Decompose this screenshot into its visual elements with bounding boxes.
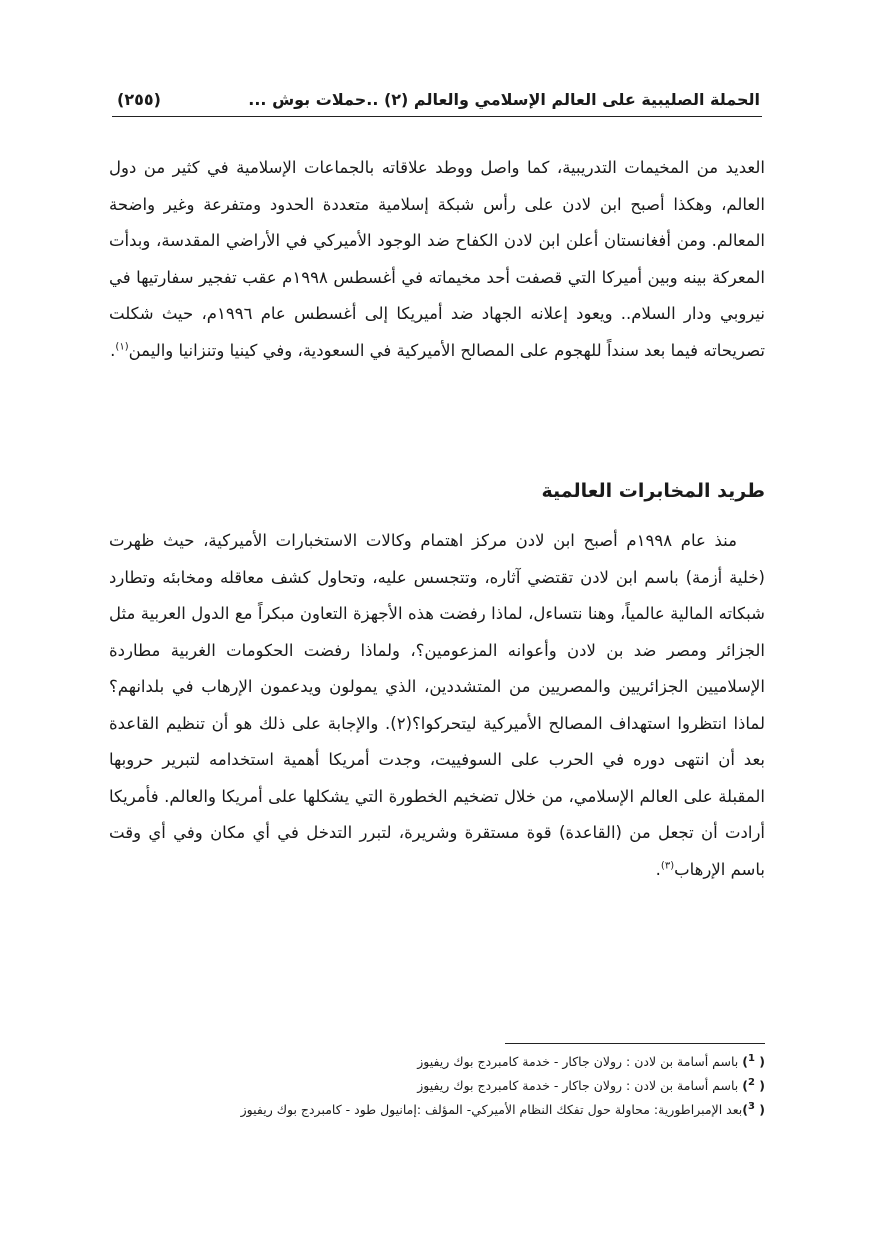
paragraph-2-text: منذ عام ١٩٩٨م أصبح ابن لادن مركز اهتمام وكالات الاستخبارات الأميركية، حيث ظهرت (خلية أزمة) باسم ابن لادن تقتضي آثاره، وتتجسس عليه، وتحاول كشف معاقله ومخابئه وتطارد شبكاته المالية عالمياً، وهنا نتساءل، لماذا رفضت هذه الأجهزة التعاون مبكراً مع الدول العربية مثل الجزائر ومصر ضد بن لادن وأعوانه المزعومين؟، ولماذا رفضت الحكومات الغربية مطاردة الإسلاميين الجزائريين والمصريين من المتشددين، الذي يمولون ويدعمون الإرهاب في بلدانهم؟ لماذا انتظروا استهداف المصالح الأميركية ليتحركوا؟(٢). والإجابة على ذلك هو أن تنظيم القاعدة بعد أن انتهى دوره في الحرب على السوفييت، وجدت أمريكا أهمية استخدامه لتبرير حروبها المقبلة على العالم الإسلامي، من خلال تضخيم الخطورة التي يشكلها على أمريكا والعالم. فأمريكا أرادت أن تجعل من (القاعدة) قوة مستقرة وشريرة، لتبرر التدخل في أي مكان وفي أي وقت باسم الإرهاب (109, 531, 765, 879)
footnote-1-number: 1 (747, 1052, 755, 1064)
paragraph-2-ending: . (655, 859, 661, 879)
running-header-title: الحملة الصليبية على العالم الإسلامي والعالم (٢) ..حملات بوش ... (248, 90, 760, 109)
paragraph-1-ending: . (110, 340, 116, 360)
footnote-1-mark-open: ( (754, 1054, 765, 1069)
paragraph-2 (109, 523, 765, 888)
footnote-3-text: بعد الإمبراطورية: محاولة حول تفكك النظام الأميركي- المؤلف :إمانيول طود - كامبردج بوك ريفيوز (240, 1102, 743, 1117)
footnote-3-number: 3 (747, 1100, 755, 1112)
footnote-1-text: باسم أسامة بن لادن : رولان جاكار - خدمة كامبردج بوك ريفيوز (417, 1054, 743, 1069)
footnote-2-number: 2 (747, 1076, 755, 1088)
footnotes (109, 1050, 765, 1122)
footnote-3 (109, 1098, 765, 1122)
footnote-ref-3: (٣) (660, 860, 675, 871)
page-number: (٢٥٥) (117, 90, 161, 109)
footnote-1-mark-close: ) (742, 1054, 748, 1069)
footnote-3-mark-open: ( (754, 1102, 765, 1117)
footnote-ref-1: (١) (115, 341, 129, 352)
footnote-2-mark-close: ) (742, 1078, 748, 1093)
footnote-1 (109, 1050, 765, 1074)
section-heading: طريد المخابرات العالمية (541, 480, 765, 502)
footnote-separator (505, 1043, 765, 1044)
footnote-3-mark-close: ) (742, 1102, 748, 1117)
footnote-2-mark-open: ( (754, 1078, 765, 1093)
paragraph-1-text: العديد من المخيمات التدريبية، كما واصل ووطد علاقاته بالجماعات الإسلامية في كثير من دول العالم، وهكذا أصبح ابن لادن على رأس شبكة إسلامية متعددة الحدود ومتفرعة وغير واضحة المعالم. ومن أفغانستان أعلن ابن لادن الكفاح ضد الوجود الأميركي في الأراضي المقدسة، وبدأت المعركة بينه وبين أميركا التي قصفت أحد مخيماته في أغسطس ١٩٩٨م عقب تفجير سفارتيها في نيروبي ودار السلام.. ويعود إعلانه الجهاد ضد أميريكا إلى أغسطس عام ١٩٩٦م، حيث شكلت تصريحاته فيما بعد سنداً للهجوم على المصالح الأميركية في السعودية، وفي كينيا وتنزانيا واليمن (109, 158, 765, 360)
running-header (112, 82, 762, 117)
paragraph-1 (109, 150, 765, 369)
footnote-2-text: باسم أسامة بن لادن : رولان جاكار - خدمة كامبردج بوك ريفيوز (417, 1078, 743, 1093)
footnote-2 (109, 1074, 765, 1098)
